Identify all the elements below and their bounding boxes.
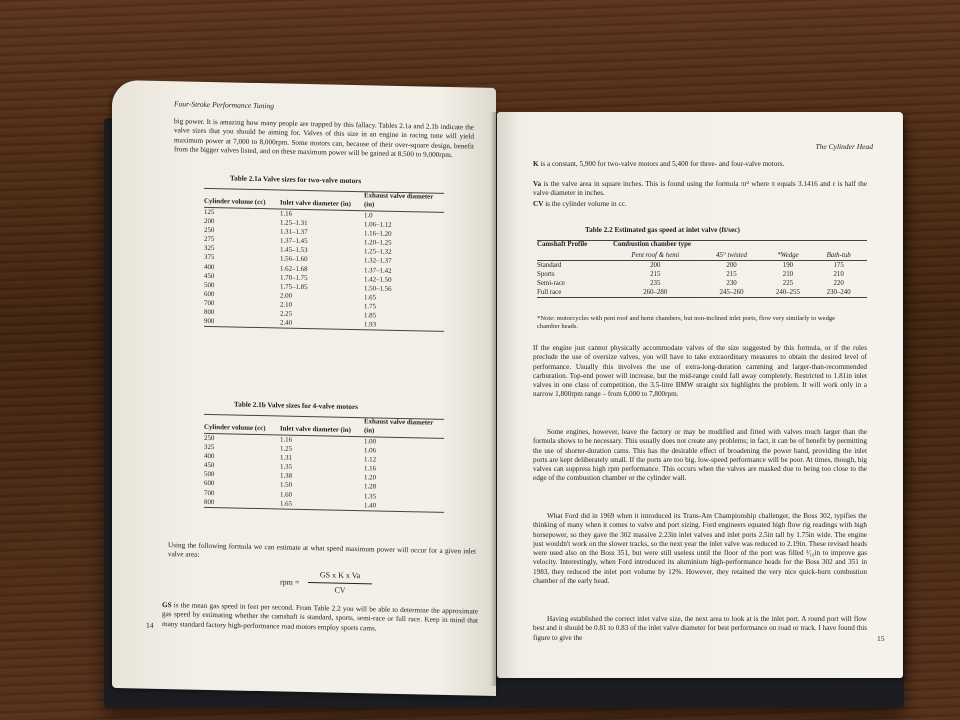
table-cell: 230–240 [816,288,867,298]
table-cell: 325 [204,443,215,452]
table-cell: 325 [204,245,215,253]
table-cell: 1.12 [364,456,377,464]
table-cell: 400 [204,453,215,461]
table-cell: 1.16–1.20 [364,230,392,238]
table-cell: 200 [204,217,215,226]
formula-numerator: GS x K x Va [319,570,361,581]
table-cell: 220 [833,279,844,287]
table-cell: 1.25–1.32 [364,248,392,257]
paragraph-3: What Ford did in 1969 when it introduced its Trans-Am Championship challenger, the Boss 302, typifies the thinking of many when it comes to valve and port sizing. Ford engineers equated high flow rig readings with high horsepower, so they gave the 302 massive 2.23in inlet valves and inlet ports 2.5in tall by 1.75in wide. The engine just wouldn't work on the slower tracks, so the next year the inlet valve was reduced to 2.19in. These revised heads were used also on the Boss 351, but were still useless until the floor of the port was filled ³⁄₁₆in to improve gas velocity. Interestingly, when Ford introduced its aluminium high-performance heads for the Boss 302 and 351 in 1983, they reduced the inlet port volume by 12%. However, they retained the very nice quick-burn combustion chamber of the early head. [533,512,867,586]
table-cell: 2.25 [280,310,293,318]
table-cell: 1.50 [280,481,293,490]
definition-va: Va is the valve area in square inches. This is found using the formula πr² where π equals 3.1416 and r is half the valve diameter in inches. [533,180,868,198]
table-cell: 125 [204,208,215,217]
table-cell: 1.60 [280,491,293,499]
table-cell: 230 [726,279,737,287]
table-cell: 400 [204,263,215,271]
table-cell: Full race [537,288,613,298]
table-cell: 450 [204,462,215,470]
table-cell: 1.38 [280,472,293,481]
table-cell: 2.10 [280,301,293,309]
camshaft-profile-header: Camshaft Profile [537,241,613,251]
table-cell: 1.50–1.56 [364,284,392,293]
table-2-1a-caption: Table 2.1a Valve sizes for two-valve motors [230,174,362,186]
table-cell: 500 [204,281,215,289]
table-cell: Sports [537,270,555,278]
table-cell: 1.93 [364,320,444,331]
table-cell: 1.65 [364,294,377,302]
table-cell: 215 [650,270,661,278]
table-cell: 375 [204,254,215,262]
table-cell: 240–255 [766,288,817,298]
table-2-2-caption: Table 2.2 Estimated gas speed at inlet valve (ft/sec) [585,226,740,234]
table-cell: 700 [204,299,215,308]
table-cell: 1.20–1.25 [364,239,392,248]
formula-intro: Using the following formula we can estimate at what speed maximum power will occur for a given inlet valve area: [168,541,476,560]
table-cell: 260–280 [613,288,704,298]
gs-paragraph [162,601,478,636]
table-cell: 2.40 [280,319,364,330]
table-cell: 1.37–1.42 [364,266,392,275]
col-header: Exhaust valve diameter (in) [364,192,444,213]
table-row [537,260,867,270]
table-cell: 1.62–1.68 [280,265,308,273]
table-cell: 1.65 [280,499,364,510]
table-cell: 1.45–1.53 [280,246,308,255]
table-cell: 1.56–1.60 [280,255,308,264]
subheader-wedge: *Wedge [766,251,817,261]
paragraph-1: If the engine just cannot physically accommodate valves of the size suggested by this formula, or if the rules preclude the use of oversize valves, you will have to take extraordinary measures to obtain the desired level of performance. Usually this involves the use of extra-long-duration camming and larger-than-recommended carburation. Top-end power will increase, but the mid-range could fall away completely. Restricted to 1.81in inlet valves in one class of competition, the 3.5-litre BMW straight six highlights the problem. It will work only in a narrow 1,800rpm range – from 6,000 to 7,800rpm. [533,344,867,399]
paragraph-4: Having established the correct inlet valve size, the next area to look at is the inlet port. A round port will flow best and it should be 0.81 to 0.83 of the inlet valve diameter for best performance on road or track. I have found this figure to give the [533,615,867,642]
table-cell: 200 [650,261,661,269]
table-2-1b [204,414,444,513]
table-cell: 1.85 [364,312,377,320]
table-cell: 1.16 [280,210,293,218]
gs-term: GS [162,601,172,610]
table-cell: 1.28 [364,483,377,491]
col-header: Inlet valve diameter (in) [280,190,364,211]
table-cell: 1.06 [364,447,377,455]
table-cell: 600 [204,480,215,488]
table-row [537,279,867,288]
table-cell: 900 [204,317,280,328]
table-cell: 1.42–1.50 [364,275,392,284]
table-cell: 245–260 [704,288,766,298]
definition-cv: CV is the cylinder volume in cc. [533,200,627,208]
table-cell: Standard [537,261,562,269]
table-cell: 800 [204,308,215,317]
table-cell: 190 [782,261,794,269]
col-header: Exhaust valve diameter (in) [364,418,444,439]
table-cell: 1.75 [364,303,377,311]
subheader-bath-tub: Bath-tub [816,251,867,261]
table-cell: 210 [782,270,794,278]
left-page [112,80,496,696]
table-cell: 1.16 [280,436,293,444]
table-cell: 600 [204,290,215,298]
page-number-left: 14 [146,620,154,630]
table-2-1b-body [204,433,444,512]
table-cell: 800 [204,498,280,509]
table-cell: 1.0 [364,212,373,220]
paragraph-2: Some engines, however, leave the factory or may be modified and fitted with valves much larger than the formula shows to be necessary. This usually does not create any problems; in fact, it can be of benefit by permitting the use of shorter-duration cams. This has the desirable effect of broadening the power band, providing the inlet ports are kept deliberately small. If the ports are too big, low-speed performance will be poor. At times, though, big valves can suppress high rpm performance. This occurs when the valves are masked due to being too close to the edge of the combustion chamber or the cylinder wall. [533,428,867,483]
col-header: Cylinder volume (cc) [204,414,280,435]
table-2-2 [537,240,867,298]
table-cell: 1.25 [280,445,293,453]
gs-text: is the mean gas speed in feet per second. From Table 2.2 you will be able to determine the approximate gas speed by estimating whether the camshaft is standard, sports, semi-race or full race. Keep in mind that many standard factory high-performance road motors employ sports cams. [162,601,478,633]
running-head-right: The Cylinder Head [815,142,873,151]
table-cell: 200 [726,261,737,269]
table-cell: 215 [726,270,737,278]
col-header: Inlet valve diameter (in) [280,416,364,437]
table-cell: 1.25–1.31 [280,219,308,228]
table-cell: 1.31 [280,454,293,462]
formula-lhs: rpm = [280,577,300,587]
table-cell: 450 [204,272,215,280]
table-2-1b-caption: Table 2.1b Valve sizes for 4-valve motors [234,400,358,412]
table-2-1a [204,188,444,332]
table-2-2-note: *Note: motorcycles with pent roof and hemi chambers, but non-inclined inlet ports, flow very similarly to wedge chamber heads. [537,315,836,331]
table-row [537,270,867,279]
table-cell: 275 [204,236,215,244]
combustion-chamber-header: Combustion chamber type [613,241,867,251]
page-number-right: 15 [877,634,885,643]
table-cell: 1.31–1.37 [280,228,308,237]
table-2-2-body [537,260,867,297]
table-cell: 1.00 [364,438,377,446]
table-cell: 1.06–1.12 [364,221,392,229]
table-cell: 1.32–1.37 [364,257,392,266]
fraction-bar [308,582,372,584]
table-cell: 2.00 [280,292,293,300]
table-cell: 1.75–1.85 [280,283,308,291]
table-cell: Semi-race [537,279,565,287]
running-head-left: Four-Stroke Performance Tuning [174,99,274,111]
table-cell: 235 [650,279,661,287]
col-header: Cylinder volume (cc) [204,188,280,209]
table-row [537,288,867,298]
table-cell: 1.37–1.45 [280,237,308,246]
table-cell: 1.70–1.75 [280,274,308,282]
subheader-45-twisted: 45° twisted [704,251,766,261]
table-cell: 1.20 [364,474,377,482]
table-cell: 175 [833,261,844,269]
table-cell: 250 [204,434,215,443]
table-cell: 700 [204,489,215,497]
right-page [497,112,903,678]
formula-denominator: CV [334,585,346,595]
table-cell: 500 [204,471,215,479]
intro-paragraph: big power. It is amazing how many people are trapped by this fallacy. Tables 2.1a and 2.1b indicate the valve sizes that you should be aiming for. Valves of this size in an engine in racing tune will yield maximum power at 7,000 to 8,000rpm. Some motors can, because of their over-square design, benefit from the bigger valves listed, and on these maximum power will be gained at 8,500 to 9,000rpm. [174,117,474,159]
subheader-pent-roof: Pent roof & hemi [613,251,704,261]
table-cell: 1.35 [364,492,377,501]
table-cell: 1.40 [364,501,444,512]
definition-k: K is a constant, 5,900 for two-valve motors and 5,400 for three- and four-valve motors. [533,160,785,168]
table-cell: 1.16 [364,465,377,473]
table-cell: 210 [833,270,844,278]
table-cell: 225 [782,279,794,287]
table-cell: 1.35 [280,463,293,472]
table-2-1a-body [204,207,444,331]
table-cell: 250 [204,227,215,235]
